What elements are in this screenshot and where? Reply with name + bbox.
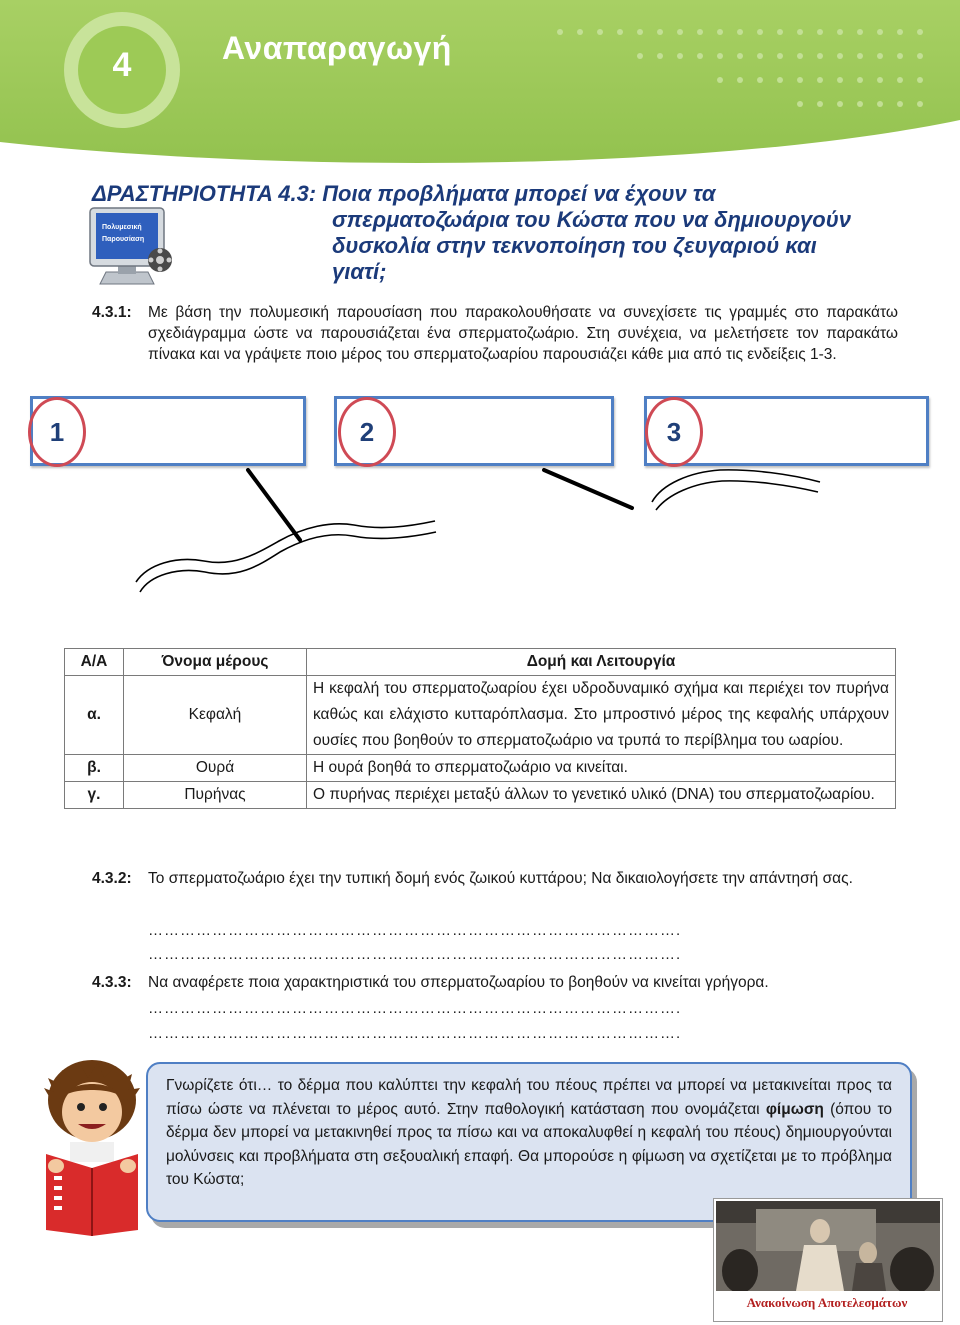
chapter-number: 4 bbox=[112, 46, 132, 84]
classroom-photo bbox=[716, 1201, 940, 1291]
did-you-know-text bbox=[166, 1074, 892, 1192]
table-row bbox=[65, 676, 896, 755]
midpiece-outline-upper bbox=[652, 470, 820, 502]
row-description: Η ουρά βοηθά το σπερματοζωάριο να κινείται. bbox=[307, 755, 896, 782]
table-row bbox=[65, 755, 896, 782]
did-you-know-part-1: Γνωρίζετε ότι… το δέρμα που καλύπτει την κεφαλή του πέους πρέπει να μπορεί να μετακινείται προς τα πίσω ώστε να πλένεται το μέρος αυτό. Στην παθολογική κατάσταση που ονομάζεται bbox=[166, 1077, 892, 1118]
monitor-label-line-2: Παρουσίαση bbox=[102, 236, 145, 243]
did-you-know-term: φίμωση bbox=[765, 1100, 824, 1118]
pointer-line-2 bbox=[544, 470, 632, 508]
answer-line[interactable]: ………………………………………………………………………………………. bbox=[148, 1000, 682, 1017]
row-aa: γ. bbox=[65, 782, 124, 809]
column-header-name: Όνομα μέρους bbox=[124, 649, 307, 676]
sperm-parts-table bbox=[64, 648, 896, 809]
question-text: Το σπερματοζωάριο έχει την τυπική δομή ενός ζωικού κυττάρου; Να δικαιολογήσετε την απάντησή σας. bbox=[148, 870, 853, 887]
pointer-line-1 bbox=[248, 470, 300, 540]
label-marker-1: 1 bbox=[28, 397, 86, 467]
column-header-structure: Δομή και Λειτουργία bbox=[307, 649, 896, 676]
answer-line[interactable]: ………………………………………………………………………………………. bbox=[148, 922, 682, 939]
table-row bbox=[65, 782, 896, 809]
tail-outline-upper bbox=[136, 521, 435, 582]
label-marker-2: 2 bbox=[338, 397, 396, 467]
activity-title-line-2: σπερματοζωάρια του Κώστα που να δημιουργούν bbox=[332, 207, 851, 232]
row-aa: β. bbox=[65, 755, 124, 782]
question-number: 4.3.2: bbox=[92, 870, 132, 887]
answer-line[interactable]: ………………………………………………………………………………………. bbox=[148, 946, 682, 963]
row-aa: α. bbox=[65, 676, 124, 755]
monitor-label-line-1: Πολυμεσική bbox=[102, 224, 142, 231]
question-4-3-2 bbox=[92, 868, 898, 889]
question-number: 4.3.3: bbox=[92, 974, 132, 991]
label-marker-3: 3 bbox=[645, 397, 703, 467]
did-you-know-part-2: (όπου το δέρμα δεν μπορεί να μετακινηθεί προς τα πίσω και να αποκαλυφθεί η κεφαλή του πέους) δημιουργούνται μολύνσεις και προβλήματα στη σεξουαλική επαφή. Θα μπορούσε η φίμωση να σχετίζεται με το πρόβλημα του Κώστα; bbox=[166, 1100, 892, 1188]
tail-outline-lower bbox=[140, 532, 436, 592]
question-number: 4.3.1: bbox=[92, 304, 132, 321]
reading-girl-icon bbox=[40, 1058, 144, 1236]
activity-title-line-4: γιατί; bbox=[332, 259, 387, 284]
answer-line[interactable]: ………………………………………………………………………………………. bbox=[148, 1025, 682, 1042]
sperm-outline-diagram bbox=[0, 0, 960, 640]
row-part-name: Κεφαλή bbox=[124, 676, 307, 755]
row-part-name: Ουρά bbox=[124, 755, 307, 782]
row-description: Η κεφαλή του σπερματοζωαρίου έχει υδροδυναμικό σχήμα και περιέχει τον πυρήνα καθώς και ελάχιστο κυτταρόπλασμα. Στο μπροστινό μέρος της κεφαλής υπάρχουν ουσίες που βοηθούν το σπερματοζωάριο να τρυπά το περίβλημα του ωαρίου. bbox=[307, 676, 896, 755]
question-text: Με βάση την πολυμεσική παρουσίαση που παρακολουθήσατε να συνεχίσετε τις γραμμές στο παρακάτω σχεδιάγραμμα ώστε να παρουσιάζεται ένα σπερματοζωάριο. Στη συνέχεια, να μελετήσετε τον παρακάτω πίνακα και να γράψετε ποιο μέρος του σπερματοζωαρίου παρουσιάζει κάθε μια από τις ενδείξεις 1-3. bbox=[148, 304, 898, 363]
chapter-title: Αναπαραγωγή bbox=[222, 30, 452, 66]
row-description: Ο πυρήνας περιέχει μεταξύ άλλων το γενετικό υλικό (DNA) του σπερματοζωαρίου. bbox=[307, 782, 896, 809]
row-part-name: Πυρήνας bbox=[124, 782, 307, 809]
question-text: Να αναφέρετε ποια χαρακτηριστικά του σπερματοζωαρίου το βοηθούν να κινείται γρήγορα. bbox=[148, 974, 769, 991]
activity-title-line-1: ΔΡΑΣΤΗΡΙΟΤΗΤΑ 4.3: Ποια προβλήματα μπορεί να έχουν τα bbox=[92, 181, 716, 206]
question-4-3-3 bbox=[92, 972, 898, 993]
midpiece-outline-lower bbox=[656, 481, 818, 510]
table-header-row bbox=[65, 649, 896, 676]
column-header-aa: Α/Α bbox=[65, 649, 124, 676]
photo-caption: Ανακοίνωση Αποτελεσμάτων bbox=[746, 1295, 908, 1310]
activity-title-line-3: δυσκολία στην τεκνοποίηση του ζευγαριού και bbox=[332, 233, 817, 258]
